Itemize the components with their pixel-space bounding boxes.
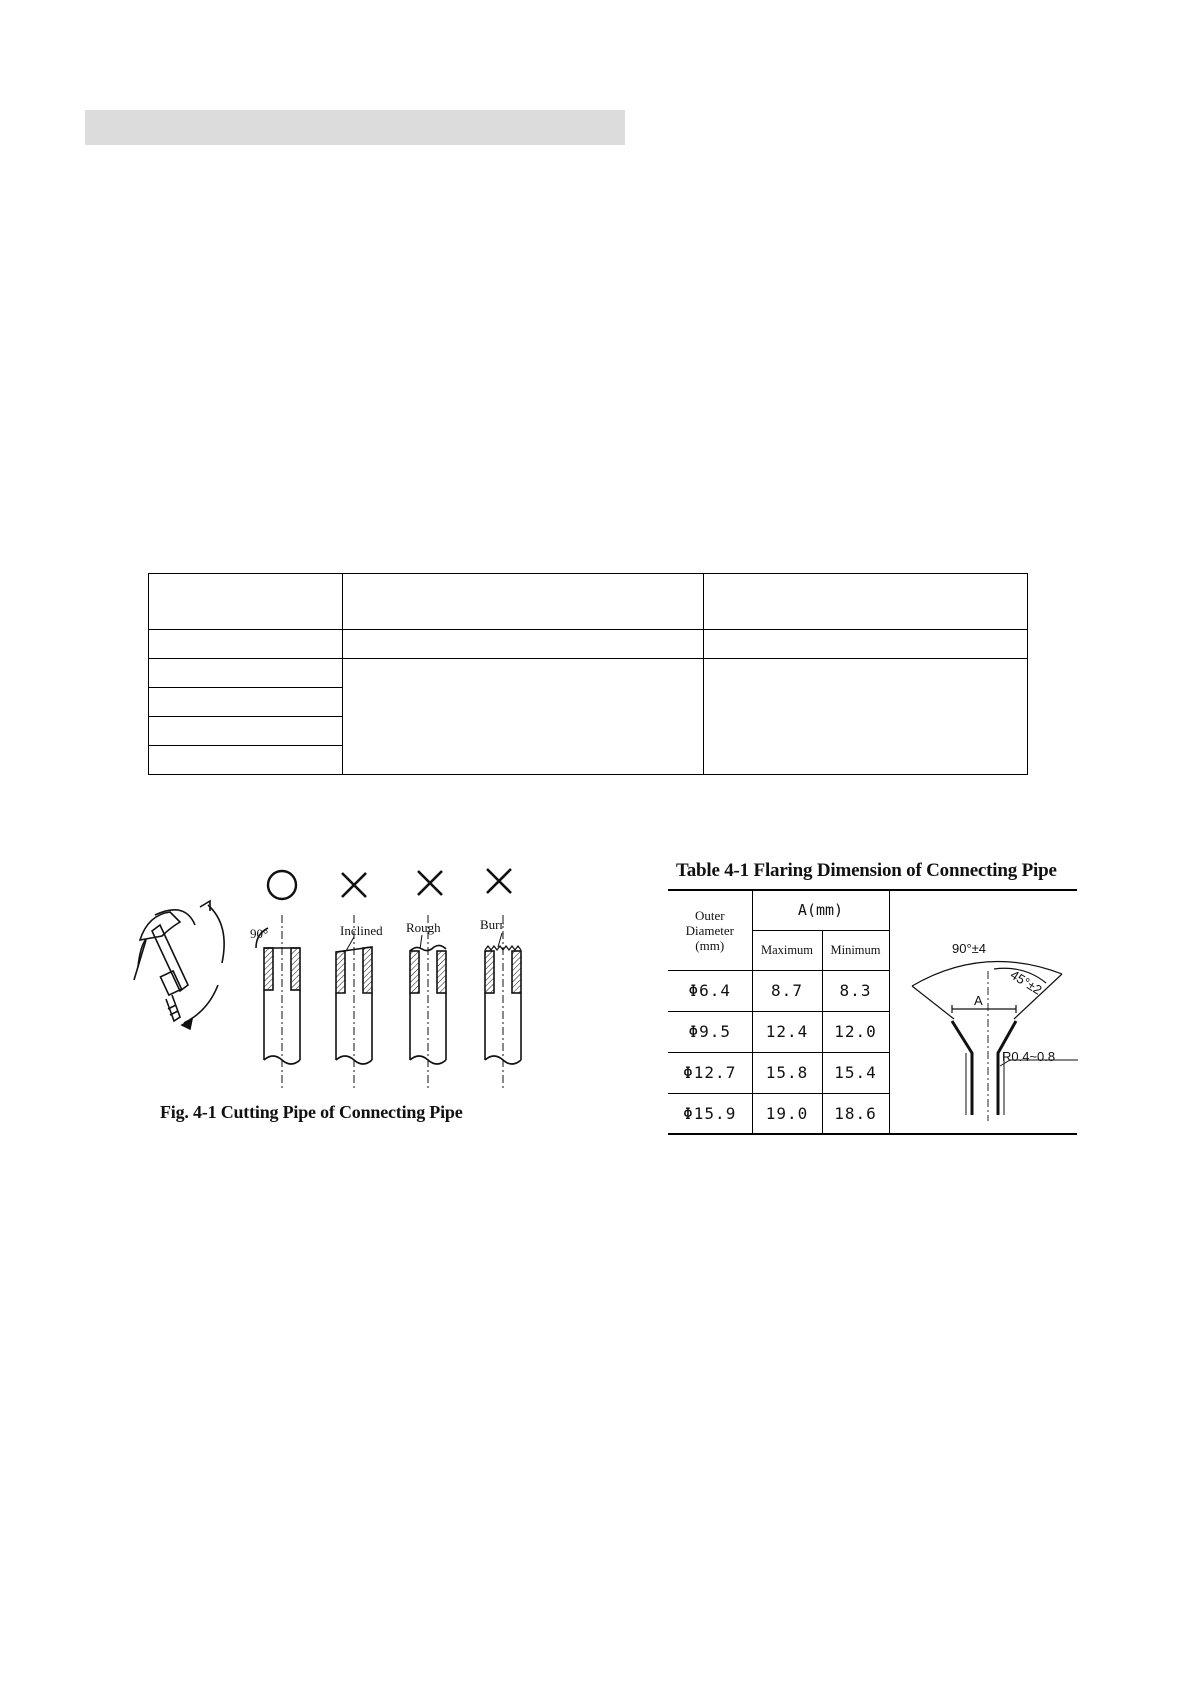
angle-45-label: 45°±2 (1007, 966, 1045, 998)
table-cell-max: 12.4 (752, 1011, 822, 1052)
spec-cell (149, 746, 343, 775)
table-cell-min: 18.6 (822, 1093, 889, 1134)
section-header-bar (85, 110, 625, 145)
spec-cell (343, 574, 704, 630)
radius-label: R0.4~0.8 (1001, 1049, 1055, 1064)
table-cell-diameter: Φ12.7 (668, 1052, 752, 1093)
spec-cell (149, 630, 343, 659)
max-header: Maximum (752, 930, 822, 970)
figure-caption: Fig. 4-1 Cutting Pipe of Connecting Pipe (160, 1102, 463, 1122)
cutting-pipe-figure (130, 855, 550, 1110)
a-mm-header: A(mm) (752, 890, 889, 930)
angle-90-label: 90°±4 (951, 941, 986, 956)
pipe-correct (256, 915, 300, 1090)
spec-cell-merged (704, 659, 1028, 775)
spec-cell (149, 659, 343, 688)
angle-label: 90° (250, 926, 269, 941)
table-cell-max: 15.8 (752, 1052, 822, 1093)
correct-circle-icon (268, 871, 296, 899)
spec-table (148, 573, 1027, 774)
spec-cell (704, 574, 1028, 630)
table-cell-min: 8.3 (822, 970, 889, 1011)
table-cell-diameter: Φ15.9 (668, 1093, 752, 1134)
pipe-burr (485, 915, 521, 1090)
table-cell-diameter: Φ9.5 (668, 1011, 752, 1052)
spec-cell (149, 574, 343, 630)
a-dimension-label: A (973, 993, 983, 1008)
flare-diagram (890, 891, 1078, 1131)
table-cell-max: 19.0 (752, 1093, 822, 1134)
inclined-label: Inclined (340, 923, 383, 938)
rough-label: Rough (406, 920, 441, 935)
pipe-cutter-icon (134, 901, 224, 1029)
spec-cell (343, 630, 704, 659)
burr-label: Burr (480, 917, 504, 932)
spec-cell-merged (343, 659, 704, 775)
incorrect-cross-icon (342, 869, 511, 897)
spec-cell (149, 688, 343, 717)
spec-cell (704, 630, 1028, 659)
flaring-dimension-table (668, 889, 1077, 1134)
table-cell-min: 12.0 (822, 1011, 889, 1052)
table-cell-min: 15.4 (822, 1052, 889, 1093)
outer-diameter-header: Outer Diameter (mm) (668, 890, 752, 970)
pipe-rough (410, 915, 446, 1090)
table-title: Table 4-1 Flaring Dimension of Connecting Pipe (676, 860, 1057, 881)
min-header: Minimum (822, 930, 889, 970)
flare-diagram-cell (889, 890, 1077, 1134)
table-cell-diameter: Φ6.4 (668, 970, 752, 1011)
table-cell-max: 8.7 (752, 970, 822, 1011)
spec-cell (149, 717, 343, 746)
pipe-inclined (336, 915, 372, 1090)
